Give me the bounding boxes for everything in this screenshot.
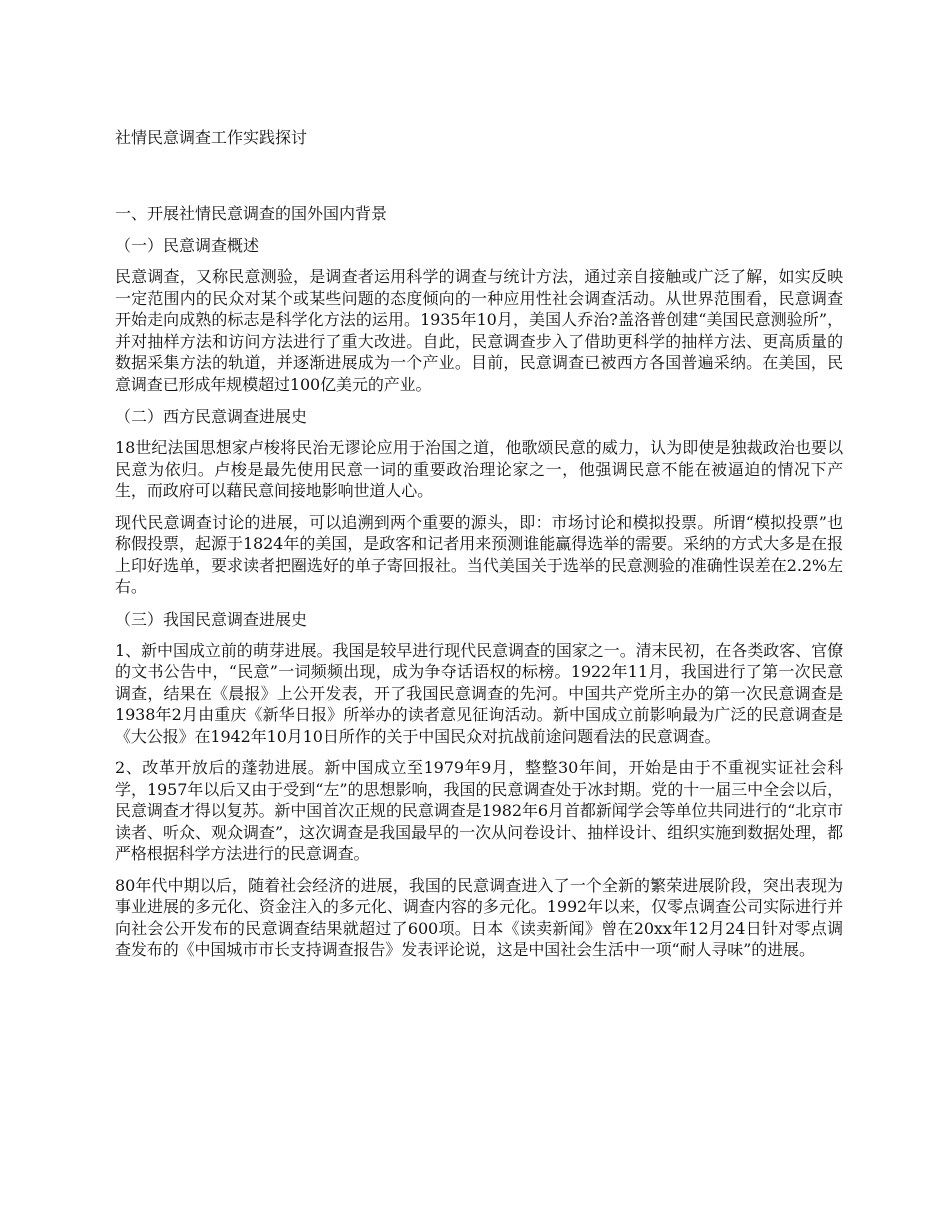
subsection-heading: （三）我国民意调查进展史 bbox=[115, 609, 308, 629]
paragraph: 2、改革开放后的蓬勃进展。新中国成立至1979年9月，整整30年间，开始是由于不重视实证社会科学，1957年以后又由于受到“左”的思想影响，我国的民意调查处于冰封期。党的十一届三中全会以后，民意调查才得以复苏。新中国首次正规的民意调查是1982年6月首都新闻学会等单位共同进行的“北京市读者、听众、观众调查”，这次调查是我国最早的一次从问卷设计、抽样设计、组织实施到数据处理，都严格根据科学方法进行的民意调查。 bbox=[115, 758, 843, 863]
subsection-heading: （二）西方民意调查进展史 bbox=[115, 407, 308, 426]
subsection-heading: （一）民意调查概述 bbox=[115, 236, 260, 255]
paragraph: 1、新中国成立前的萌芽进展。我国是较早进行现代民意调查的国家之一。清末民初，在各类政客、官僚的文书公告中，“民意”一词频频出现，成为争夺话语权的标榜。1922年11月，我国进行了第一次民意调查，结果在《晨报》上公开发表，开了我国民意调查的先河。中国共产党所主办的第一次民意调查是1938年2月由重庆《新华日报》所举办的读者意见征询活动。新中国成立前影响最为广泛的民意调查是《大公报》在1942年10月10日所作的关于中国民众对抗战前途问题看法的民意调查。 bbox=[115, 640, 843, 746]
paragraph: 现代民意调查讨论的进展，可以追溯到两个重要的源头，即：市场讨论和模拟投票。所谓“模拟投票”也称假投票，起源于1824年的美国，是政客和记者用来预测谁能赢得选举的需要。采纳的方式大多是在报上印好选单，要求读者把圈选好的单子寄回报社。当代美国关于选举的民意测验的准确性误差在2.2%左右。 bbox=[115, 512, 843, 596]
paragraph: 民意调查，又称民意测验，是调查者运用科学的调查与统计方法，通过亲自接触或广泛了解，如实反映一定范围内的民众对某个或某些问题的态度倾向的一种应用性社会调查活动。从世界范围看，民意调查开始走向成熟的标志是科学化方法的运用。1935年10月，美国人乔治?盖洛普创建“美国民意测验所”，并对抽样方法和访问方法进行了重大改进。自此，民意调查步入了借助更科学的抽样方法、更高质量的数据采集方法的轨道，并逐渐进展成为一个产业。目前，民意调查已被西方各国普遍采纳。在美国，民意调查已形成年规模超过100亿美元的产业。 bbox=[115, 267, 843, 394]
paragraph: 18世纪法国思想家卢梭将民治无谬论应用于治国之道，他歌颂民意的威力，认为即使是独裁政治也要以民意为依归。卢梭是最先使用民意一词的重要政治理论家之一，他强调民意不能在被逼迫的情况下产生，而政府可以藉民意间接地影响世道人心。 bbox=[115, 438, 843, 500]
section-heading: 一、开展社情民意调查的国外国内背景 bbox=[115, 204, 388, 223]
paragraph: 80年代中期以后，随着社会经济的进展，我国的民意调查进入了一个全新的繁荣进展阶段，突出表现为事业进展的多元化、资金注入的多元化、调查内容的多元化。1992年以来，仅零点调查公司实际进行并向社会公开发布的民意调查结果就超过了600项。日本《读卖新闻》曾在20xx年12月24日针对零点调查发布的《中国城市市长支持调查报告》发表评论说，这是中国社会生活中一项“耐人寻味”的进展。 bbox=[115, 875, 843, 959]
document-body bbox=[115, 126, 843, 971]
document-title: 社情民意调查工作实践探讨 bbox=[115, 128, 308, 147]
